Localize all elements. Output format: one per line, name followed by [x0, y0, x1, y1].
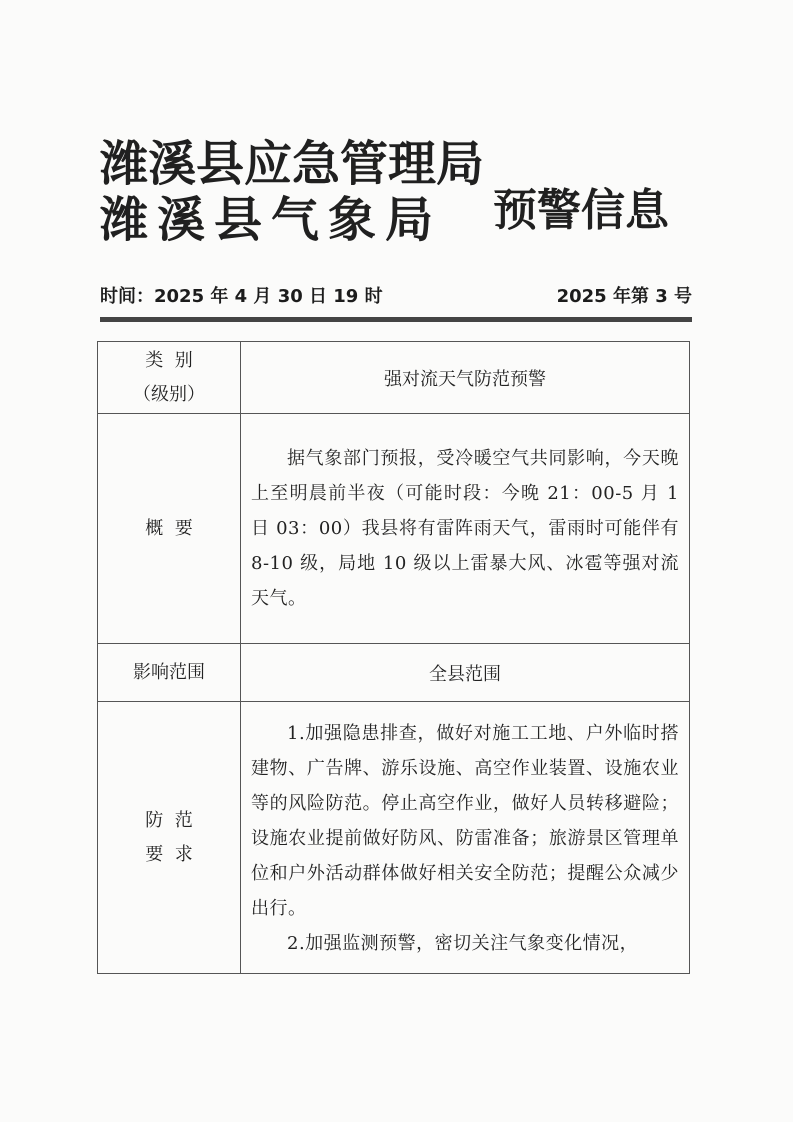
- warning-info-table: [97, 341, 690, 974]
- issue-number: 2025 年第 3 号: [556, 286, 692, 307]
- requirements-label-1: 防 范: [145, 809, 193, 831]
- table-row-scope: [98, 644, 690, 702]
- table-row-requirements: [98, 702, 690, 974]
- header-divider: [100, 317, 692, 322]
- org-name-emergency-bureau: 潍溪县应急管理局: [100, 136, 485, 192]
- category-label-cell: [98, 342, 241, 414]
- requirements-label-cell: [98, 702, 241, 974]
- requirement-item-1: 1.加强隐患排查，做好对施工工地、户外临时搭建物、广告牌、游乐设施、高空作业装置、设施农业等的风险防范。停止高空作业，做好人员转移避险；设施农业提前做好防风、防雷准备；旅游景区管理单位和户外活动群体做好相关安全防范；提醒公众减少出行。: [251, 723, 679, 919]
- summary-text: 据气象部门预报，受冷暖空气共同影响，今天晚上至明晨前半夜（可能时段：今晚 21：00-5 月 1 日 03：00）我县将有雷阵雨天气，雷雨时可能伴有 8-10 级，局地 10 级以上雷暴大风、冰雹等强对流天气。: [251, 448, 679, 609]
- requirement-item-2: 2.加强监测预警，密切关注气象变化情况，: [287, 933, 639, 954]
- document-header: [100, 136, 700, 250]
- issue-time: 时间：2025 年 4 月 30 日 19 时: [100, 286, 383, 307]
- scope-value: 全县范围: [241, 644, 690, 702]
- category-level-label: （级别）: [133, 383, 205, 405]
- org-name-weather-bureau: 潍溪县气象局: [100, 192, 443, 248]
- category-label: 类 别: [145, 349, 193, 371]
- table-row-summary: [98, 414, 690, 644]
- requirements-cell: [241, 702, 690, 974]
- category-value: 强对流天气防范预警: [241, 342, 690, 414]
- summary-cell: [241, 414, 690, 644]
- requirements-label-2: 要 求: [145, 843, 193, 865]
- scope-label: 影响范围: [98, 644, 241, 702]
- document-type-title: 预警信息: [493, 185, 669, 236]
- table-row-category: [98, 342, 690, 414]
- summary-label: 概 要: [98, 414, 241, 644]
